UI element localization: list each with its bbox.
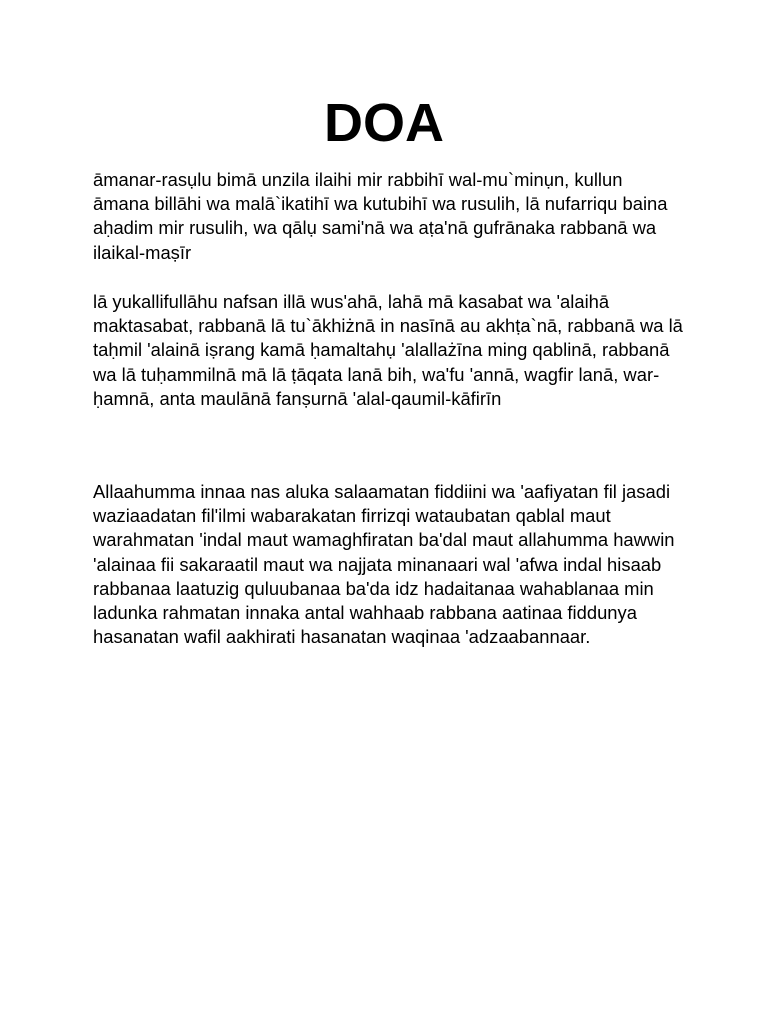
prayer-paragraph-3: Allaahumma innaa nas aluka salaamatan fiddiini wa 'aafiyatan fil jasadi waziaadatan fil'ilmi wabarakatan firrizqi wataubatan qablal maut warahmatan 'indal maut wamaghfiratan ba'dal maut allahumma hawwin 'alainaa fii sakaraatil maut wa najjata minanaari wal 'afwa indal hisaab rabbanaa laatuzig quluubanaa ba'da idz hadaitanaa wahablanaa min ladunka rahmatan innaka antal wahhaab rabbana aatinaa fiddunya hasanatan wafil aakhirati hasanatan waqinaa 'adzaabannaar. bbox=[93, 481, 675, 648]
prayer-paragraph-1: āmanar-rasụlu bimā unzila ilaihi mir rabbihī wal-mu`minụn, kullun āmana billāhi wa malā`ikatihī wa kutubihī wa rusulih, lā nufarriqu baina aḥadim mir rusulih, wa qālụ sami'nā wa aṭa'nā gufrānaka rabbanā wa ilaikal-maṣīr bbox=[93, 169, 668, 263]
prayer-paragraph-2: lā yukallifullāhu nafsan illā wus'ahā, lahā mā kasabat wa 'alaihā maktasabat, rabbanā lā tu`ākhiżnā in nasīnā au akhṭa`nā, rabbanā wa lā taḥmil 'alainā iṣrang kamā ḥamaltahụ 'alallażīna ming qablinā, rabbanā wa lā tuḥammilnā mā lā ṭāqata lanā bih, wa'fu 'annā, wagfir lanā, war-ḥamnā, anta maulānā fanṣurnā 'alal-qaumil-kāfirīn bbox=[93, 291, 683, 409]
page-title: DOA bbox=[324, 93, 444, 153]
